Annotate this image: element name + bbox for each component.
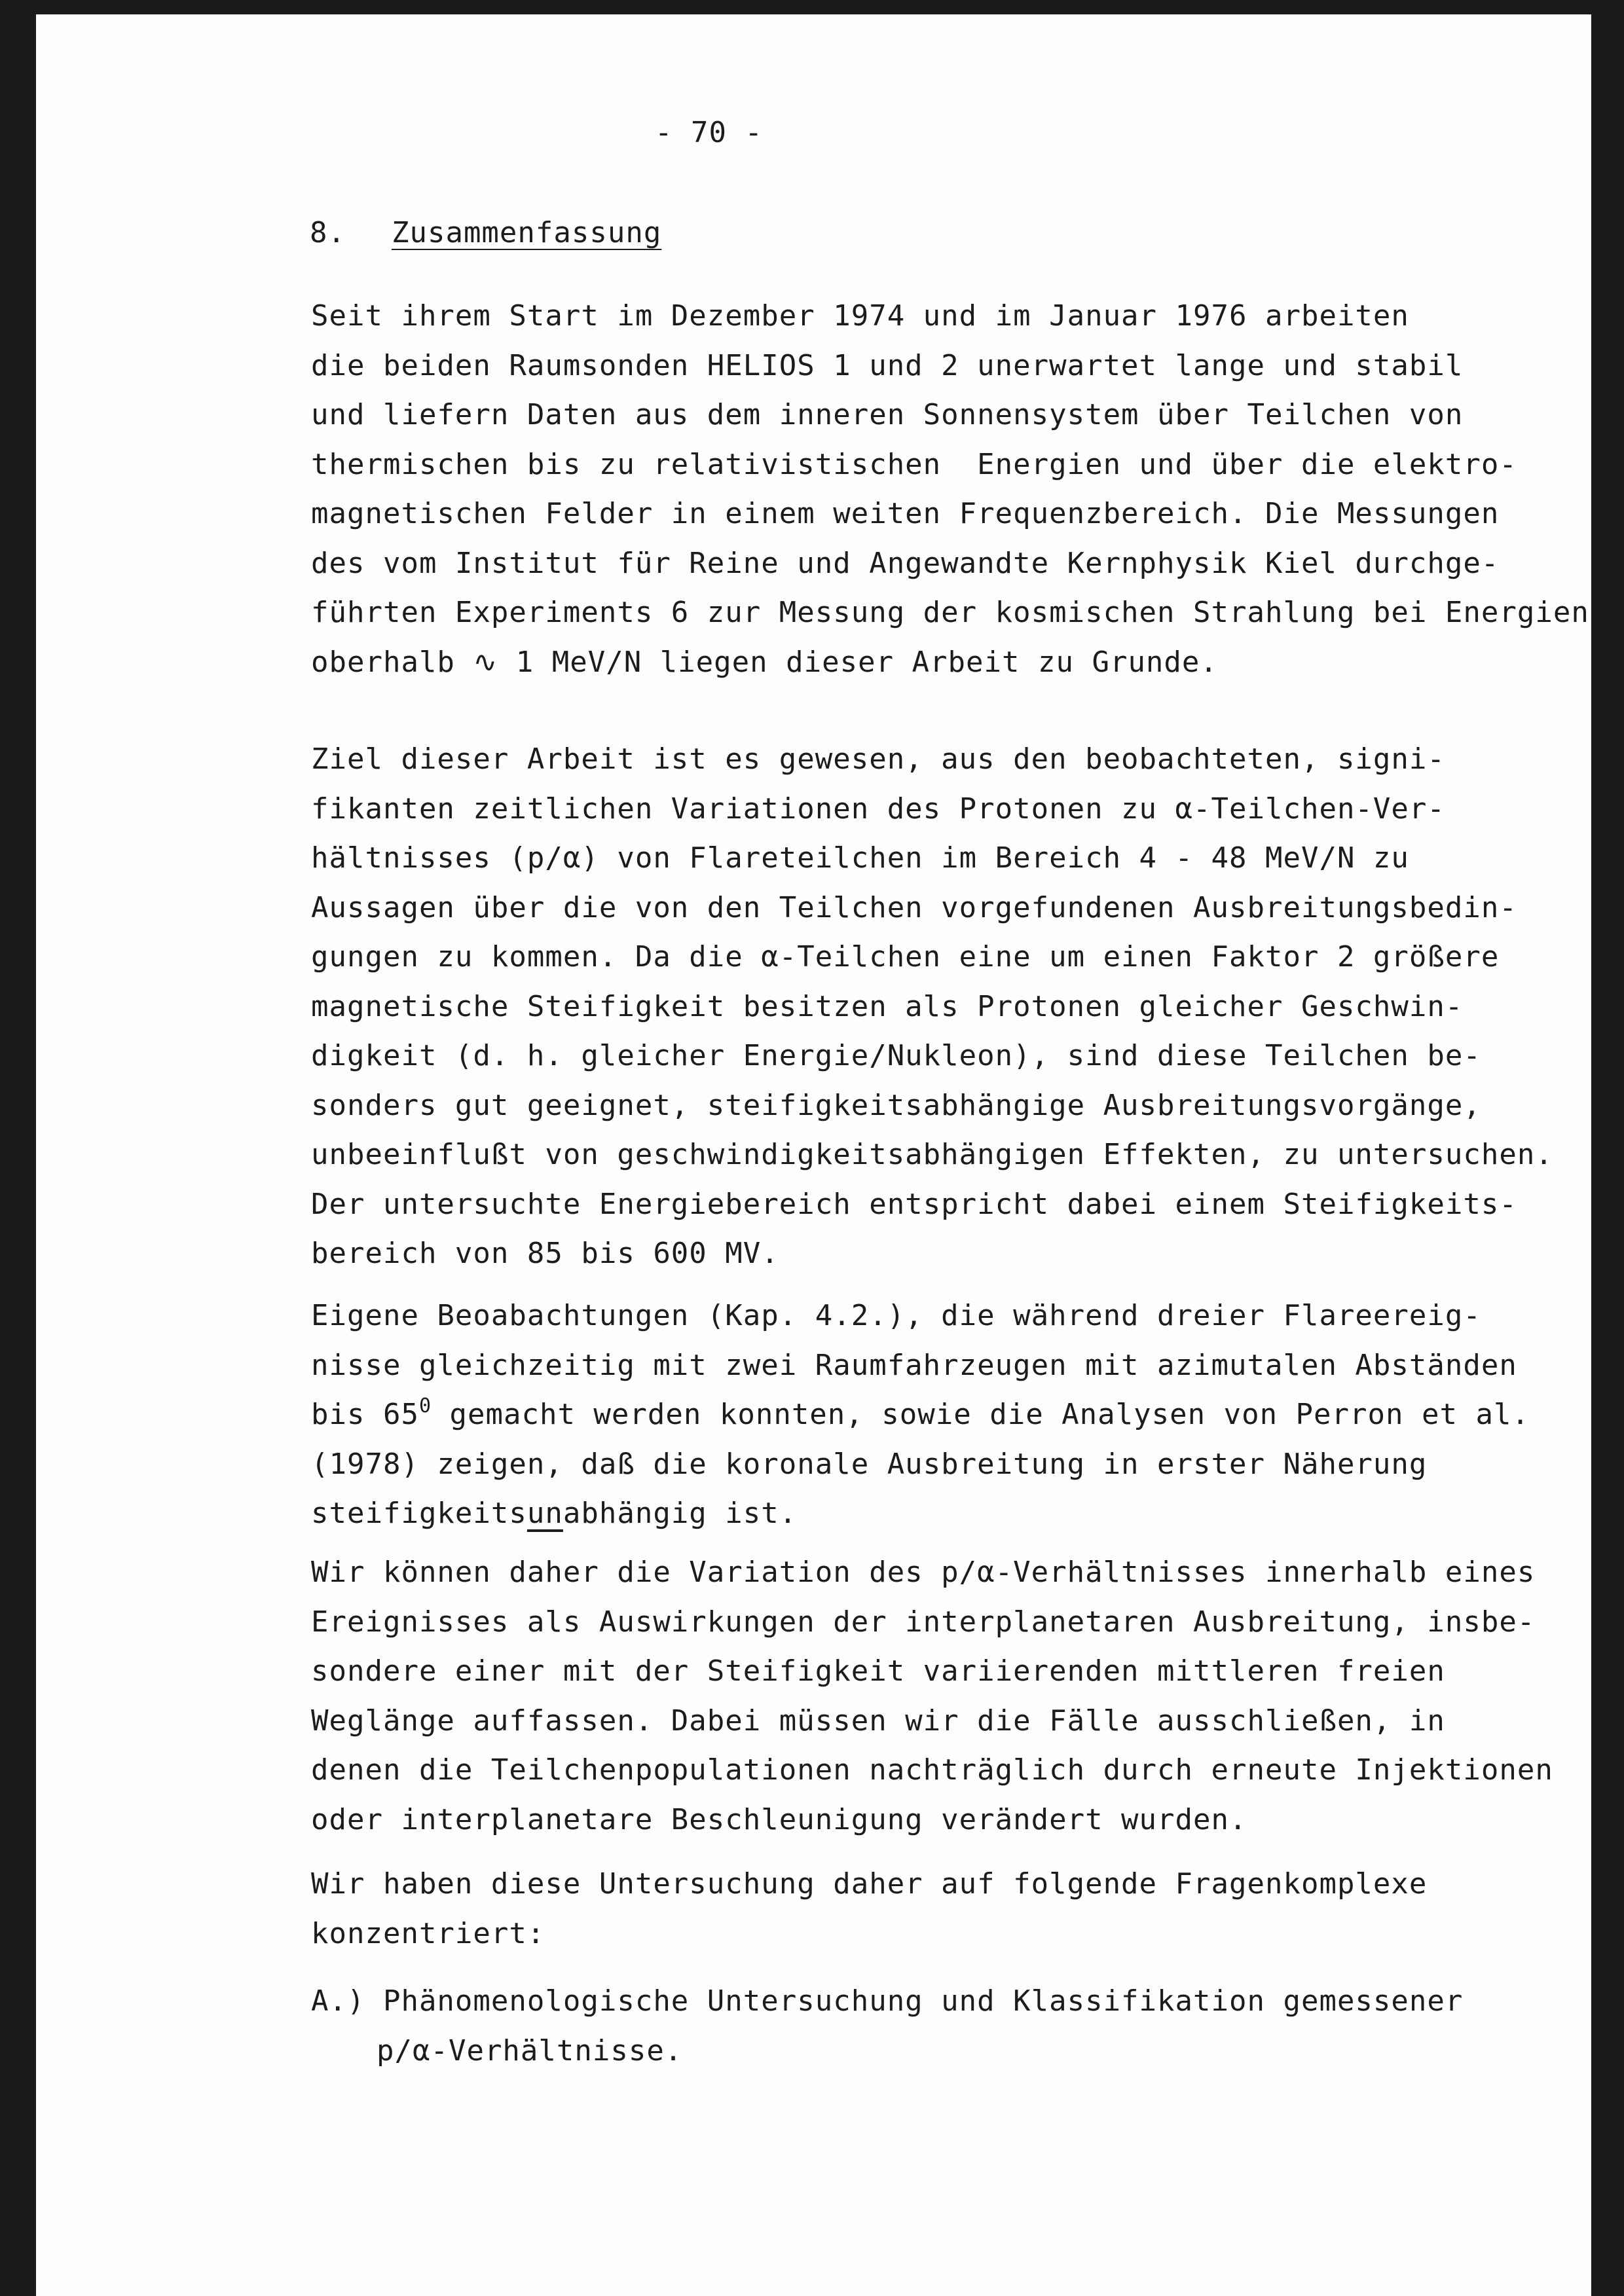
text-line: Eigene Beoabachtungen (Kap. 4.2.), die während dreier Flareereig- [311, 1299, 1481, 1332]
paragraph-3 [311, 1291, 1549, 1539]
text-fragment: abhängig ist. [563, 1497, 798, 1530]
text-line: führten Experiments 6 zur Messung der kosmischen Strahlung bei Energien [311, 596, 1589, 629]
text-line: des vom Institut für Reine und Angewandte Kernphysik Kiel durchge- [311, 546, 1500, 580]
text-line: konzentriert: [311, 1916, 545, 1950]
text-line: unbeeinflußt von geschwindigkeitsabhängigen Effekten, zu untersuchen. [311, 1138, 1553, 1171]
text-fragment: gemacht werden konnten, sowie die Analysen von Perron et al. [432, 1398, 1530, 1431]
text-line [311, 1390, 1549, 1440]
text-line: Aussagen über die von den Teilchen vorgefundenen Ausbreitungsbedin- [311, 890, 1517, 924]
text-line: sondere einer mit der Steifigkeit variierenden mittleren freien [311, 1654, 1445, 1688]
text-line: bereich von 85 bis 600 MV. [311, 1237, 779, 1270]
text-line: die beiden Raumsonden HELIOS 1 und 2 unerwartet lange und stabil [311, 348, 1464, 382]
text-line: Wir können daher die Variation des p/α-Verhältnisses innerhalb eines [311, 1556, 1536, 1589]
text-line: oberhalb ∿ 1 MeV/N liegen dieser Arbeit zu Grunde. [311, 645, 1218, 679]
list-item-a [311, 1977, 1549, 2075]
text-line: magnetische Steifigkeit besitzen als Protonen gleicher Geschwin- [311, 989, 1464, 1023]
text-line: Der untersuchte Energiebereich entspricht dabei einem Steifigkeits- [311, 1187, 1517, 1221]
text-line: nisse gleichzeitig mit zwei Raumfahrzeugen mit azimutalen Abständen [311, 1348, 1517, 1382]
section-heading [310, 216, 661, 249]
text-line: Ereignisses als Auswirkungen der interplanetaren Ausbreitung, insbe- [311, 1605, 1536, 1639]
text-line: digkeit (d. h. gleicher Energie/Nukleon), sind diese Teilchen be- [311, 1039, 1481, 1072]
text-line: A.) Phänomenologische Untersuchung und Klassifikation gemessener [311, 1984, 1464, 2018]
text-line: Weglänge auffassen. Dabei müssen wir die Fälle ausschließen, in [311, 1704, 1445, 1738]
paragraph-4 [311, 1548, 1553, 1844]
underlined-emphasis: un [526, 1497, 563, 1530]
scan-border [0, 0, 1624, 14]
paragraph-2 [311, 735, 1553, 1279]
superscript-degree: 0 [418, 1394, 432, 1417]
text-line: Ziel dieser Arbeit ist es gewesen, aus den beobachteten, signi- [311, 742, 1445, 776]
text-line: oder interplanetare Beschleunigung verändert wurden. [311, 1802, 1247, 1836]
text-line: Wir haben diese Untersuchung daher auf folgende Fragenkomplexe [311, 1867, 1428, 1901]
page-number: - 70 - [655, 116, 763, 149]
text-line: p/α-Verhältnisse. [377, 2033, 683, 2068]
text-line: (1978) zeigen, daß die koronale Ausbreitung in erster Näherung [311, 1447, 1428, 1481]
text-line: fikanten zeitlichen Variationen des Protonen zu α-Teilchen-Ver- [311, 792, 1445, 826]
text-line: thermischen bis zu relativistischen Energien und über die elektro- [311, 447, 1517, 481]
text-fragment: bis 65 [311, 1398, 419, 1431]
section-title: Zusammenfassung [391, 216, 662, 249]
text-line: Seit ihrem Start im Dezember 1974 und im Januar 1976 arbeiten [311, 299, 1409, 333]
text-fragment: steifigkeits [311, 1497, 527, 1530]
text-line: denen die Teilchenpopulationen nachträglich durch erneute Injektionen [311, 1753, 1553, 1787]
paragraph-1 [311, 291, 1589, 687]
document-page [36, 14, 1591, 2296]
text-line: sonders gut geeignet, steifigkeitsabhängige Ausbreitungsvorgänge, [311, 1088, 1481, 1122]
text-line: und liefern Daten aus dem inneren Sonnensystem über Teilchen von [311, 398, 1464, 431]
section-number: 8. [310, 216, 346, 249]
text-line: magnetischen Felder in einem weiten Frequenzbereich. Die Messungen [311, 497, 1500, 530]
text-line: hältnisses (p/α) von Flareteilchen im Bereich 4 - 48 MeV/N zu [311, 841, 1409, 875]
paragraph-5 [311, 1859, 1549, 1958]
text-line [311, 1489, 1549, 1539]
text-line: gungen zu kommen. Da die α-Teilchen eine um einen Faktor 2 größere [311, 940, 1500, 974]
